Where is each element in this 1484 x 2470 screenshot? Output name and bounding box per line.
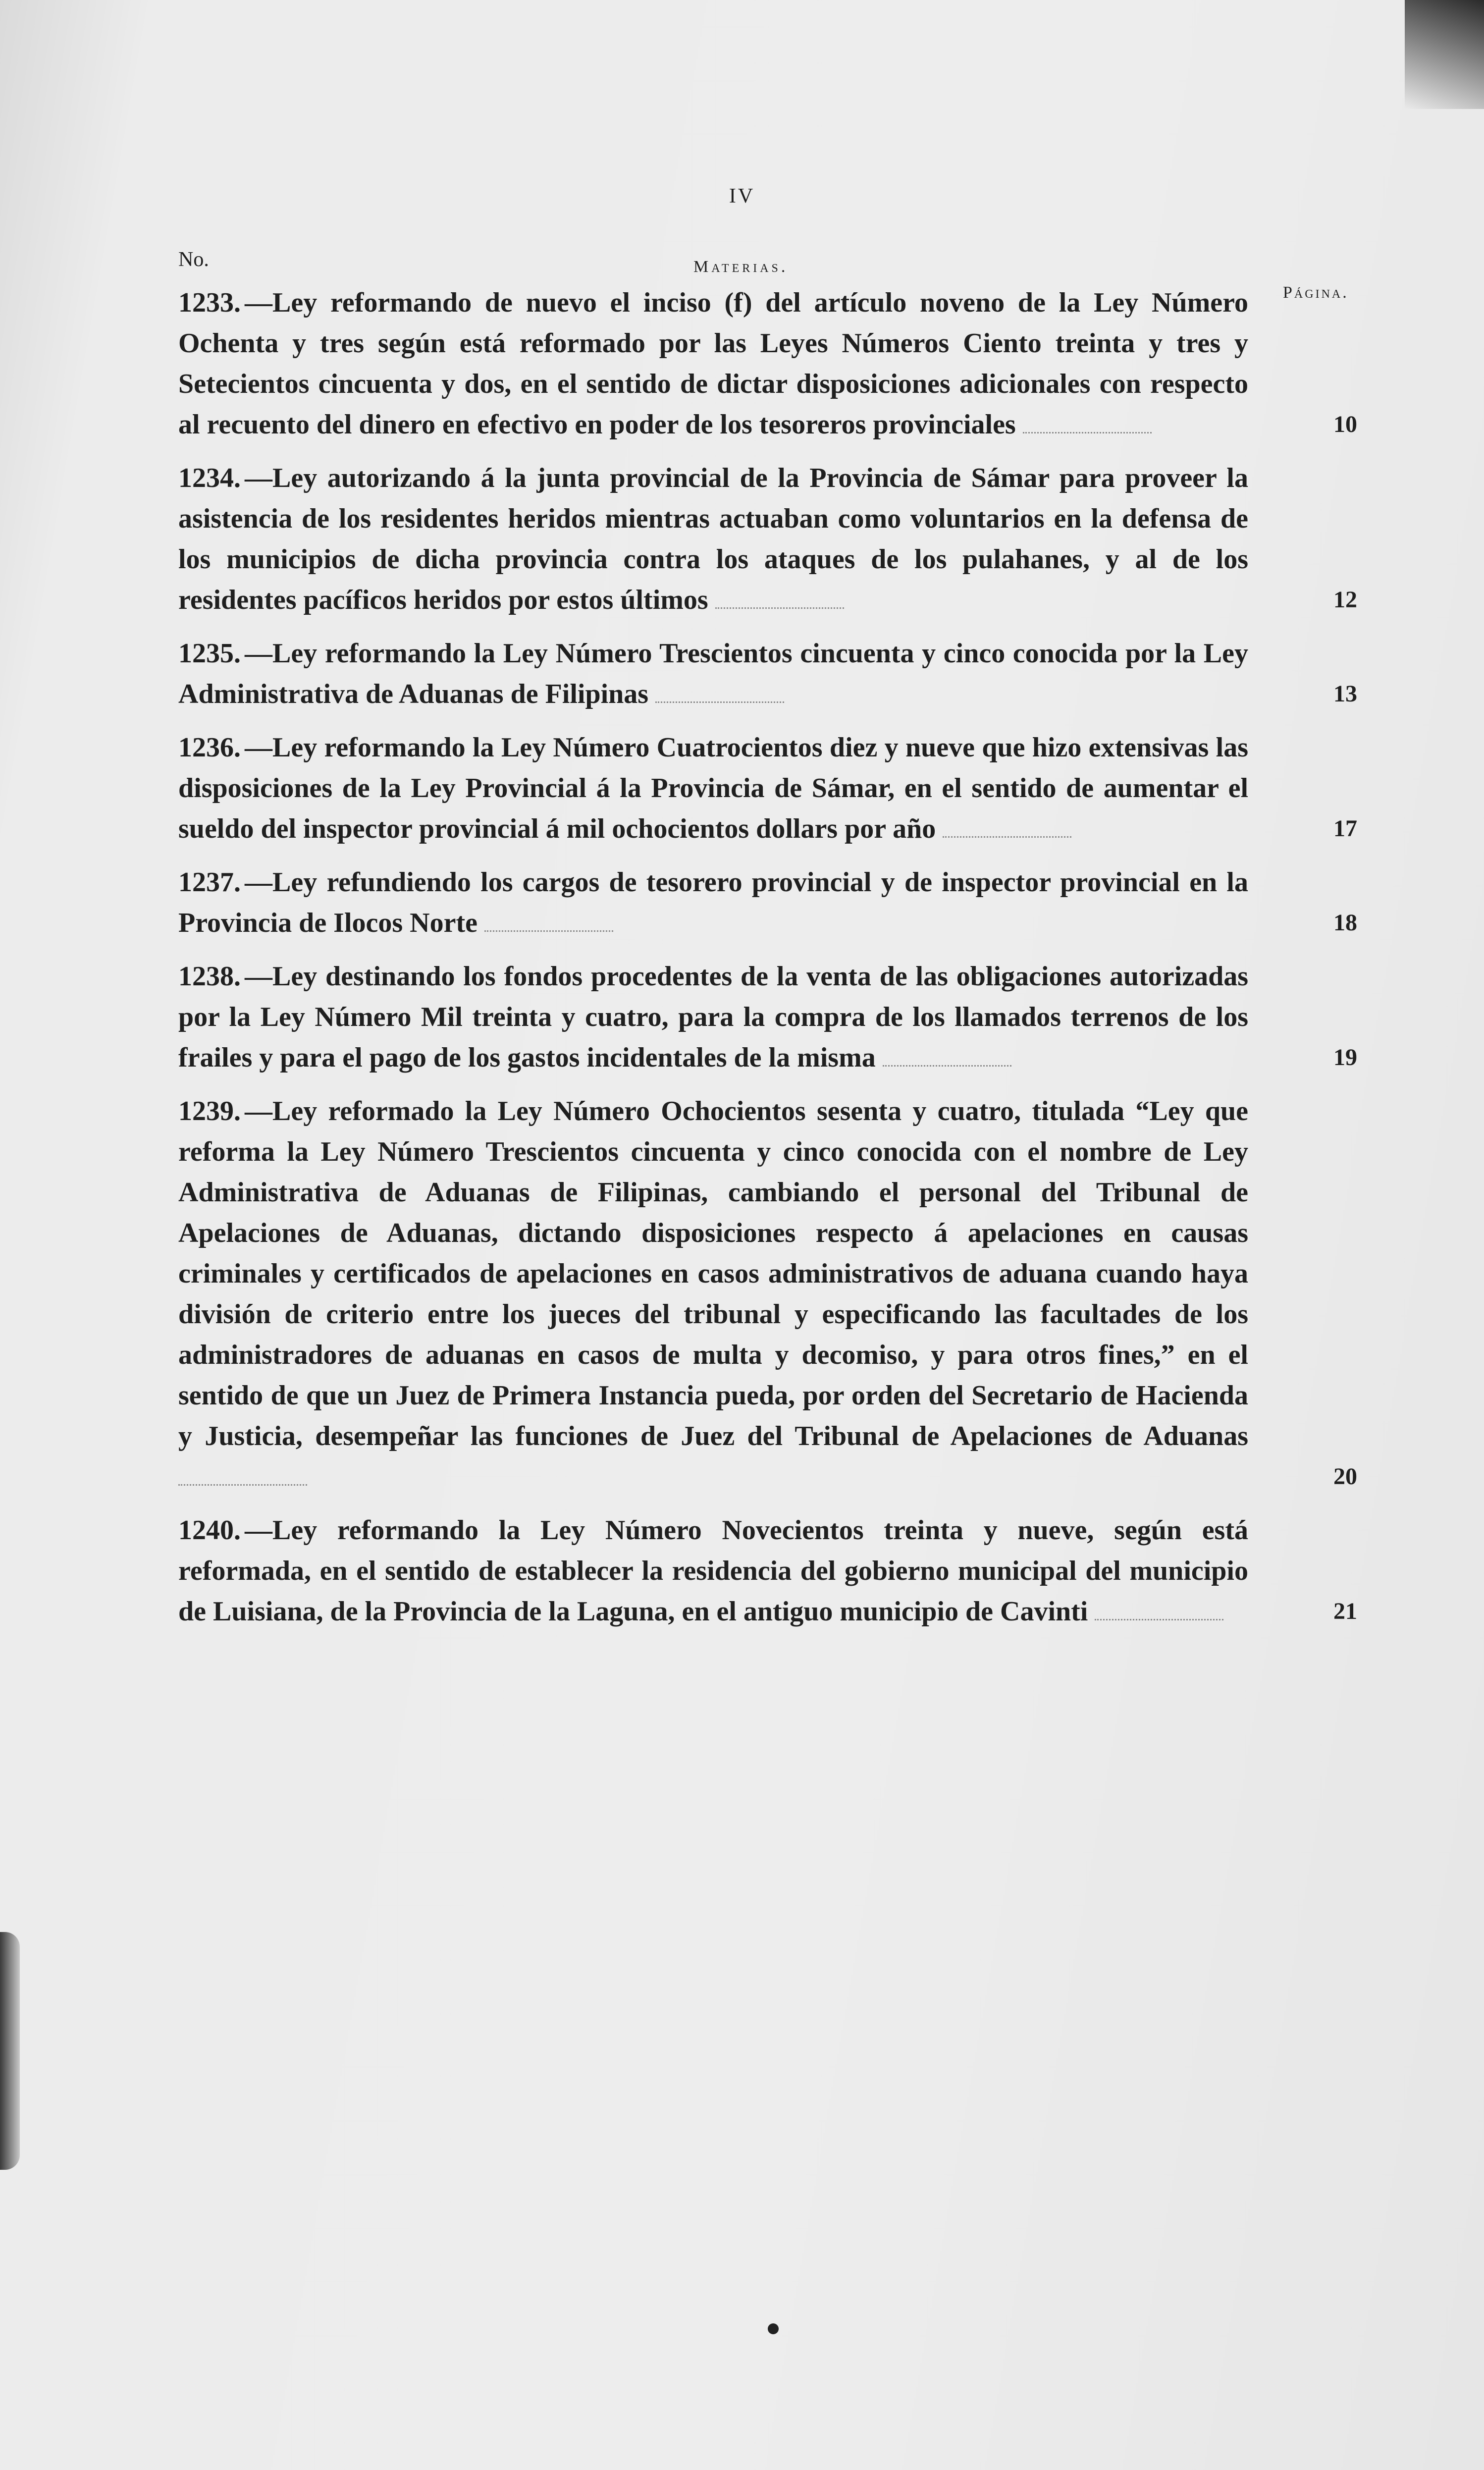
entry-body	[178, 1510, 1248, 1632]
column-header-materias: Materias.	[693, 258, 789, 276]
entry-body	[178, 862, 1248, 943]
leader-dots	[655, 688, 784, 703]
toc-entry	[178, 1510, 1357, 1632]
toc-entry	[178, 1091, 1357, 1497]
entry-body	[178, 956, 1248, 1078]
toc-entry	[178, 956, 1357, 1078]
entry-page-number: 10	[1333, 411, 1357, 437]
leader-dots	[1095, 1605, 1223, 1620]
entry-number: 1235.	[178, 638, 241, 669]
leader-dots	[883, 1051, 1011, 1067]
page-edge-shadow	[1405, 0, 1484, 109]
entry-number: 1236.	[178, 732, 241, 763]
entry-text: —Ley reformando de nuevo el inciso (f) del artículo noveno de la Ley Número Ochenta y tres según está reformado por las Leyes Números Ciento treinta y tres y Setecientos cincuenta y dos, en el sentido de dictar disposiciones adicionales con respecto al recuento del dinero en efectivo en poder de los tesoreros provinciales	[178, 287, 1248, 440]
leader-dots	[484, 916, 613, 932]
footer-ornament	[768, 2323, 779, 2334]
entry-number: 1239.	[178, 1096, 241, 1127]
entry-body	[178, 458, 1248, 620]
entry-page-number: 12	[1333, 587, 1357, 613]
entry-page-number: 13	[1333, 681, 1357, 707]
entry-page-number: 18	[1333, 910, 1357, 936]
entry-number: 1238.	[178, 961, 241, 992]
entry-number: 1233.	[178, 287, 241, 318]
entry-page-number: 21	[1333, 1598, 1357, 1624]
table-of-contents	[178, 282, 1357, 1645]
column-header-pagina: Página.	[1283, 283, 1349, 302]
entry-page-number: 20	[1333, 1463, 1357, 1490]
entry-text: —Ley autorizando á la junta provincial de la Provincia de Sámar para proveer la asistencia de los residentes heridos mientras actuaban como voluntarios en la defensa de los municipios de dicha provincia contra los ataques de los pulahanes, y al de los residentes pacíficos heridos por estos últimos	[178, 463, 1248, 615]
leader-dots	[1023, 418, 1152, 433]
column-header-no: No.	[178, 248, 209, 271]
entry-number: 1237.	[178, 867, 241, 898]
entry-text: —Ley reformando la Ley Número Cuatrocientos diez y nueve que hizo extensivas las disposiciones de la Ley Provincial á la Provincia de Sámar, en el sentido de aumentar el sueldo del inspector provincial á mil ochocientos dollars por año	[178, 732, 1248, 844]
leader-dots	[178, 1470, 307, 1486]
binding-mark	[0, 1932, 20, 2170]
leader-dots	[715, 593, 844, 609]
toc-entry	[178, 727, 1357, 849]
leader-dots	[943, 822, 1071, 838]
toc-entry	[178, 458, 1357, 620]
toc-entry	[178, 862, 1357, 943]
entry-body	[178, 633, 1248, 714]
toc-entry	[178, 633, 1357, 714]
entry-body	[178, 1091, 1248, 1497]
entry-number: 1240.	[178, 1515, 241, 1546]
entry-text: —Ley refundiendo los cargos de tesorero provincial y de inspector provincial en la Provincia de Ilocos Norte	[178, 867, 1248, 938]
entry-text: —Ley reformando la Ley Número Novecientos treinta y nueve, según está reformada, en el sentido de establecer la residencia del gobierno municipal del municipio de Luisiana, de la Provincia de la Laguna, en el antiguo municipio de Cavinti	[178, 1515, 1248, 1627]
toc-entry	[178, 282, 1357, 445]
entry-text: —Ley reformado la Ley Número Ochocientos sesenta y cuatro, titulada “Ley que reforma la Ley Número Trescientos cincuenta y cinco conocida con el nombre de Ley Administrativa de Aduanas de Filipinas, cambiando el personal del Tribunal de Apelaciones de Aduanas, dictando disposiciones respecto á apelaciones en causas criminales y certificados de apelaciones en casos administrativos de aduana cuando haya división de criterio entre los jueces del tribunal y especificando las facultades de los administradores de aduanas en casos de multa y decomiso, y para otros fines,” en el sentido de que un Juez de Primera Instancia pueda, por orden del Secretario de Hacienda y Justicia, desempeñar las funciones de Juez del Tribunal de Apelaciones de Aduanas	[178, 1096, 1248, 1451]
entry-body	[178, 282, 1248, 445]
entry-page-number: 19	[1333, 1044, 1357, 1071]
page-number: IV	[729, 185, 755, 208]
entry-text: —Ley reformando la Ley Número Trescientos cincuenta y cinco conocida por la Ley Administrativa de Aduanas de Filipinas	[178, 638, 1248, 709]
entry-text: —Ley destinando los fondos procedentes de la venta de las obligaciones autorizadas por la Ley Número Mil treinta y cuatro, para la compra de los llamados terrenos de los frailes y para el pago de los gastos incidentales de la misma	[178, 961, 1248, 1073]
entry-page-number: 17	[1333, 815, 1357, 842]
entry-number: 1234.	[178, 463, 241, 493]
entry-body	[178, 727, 1248, 849]
